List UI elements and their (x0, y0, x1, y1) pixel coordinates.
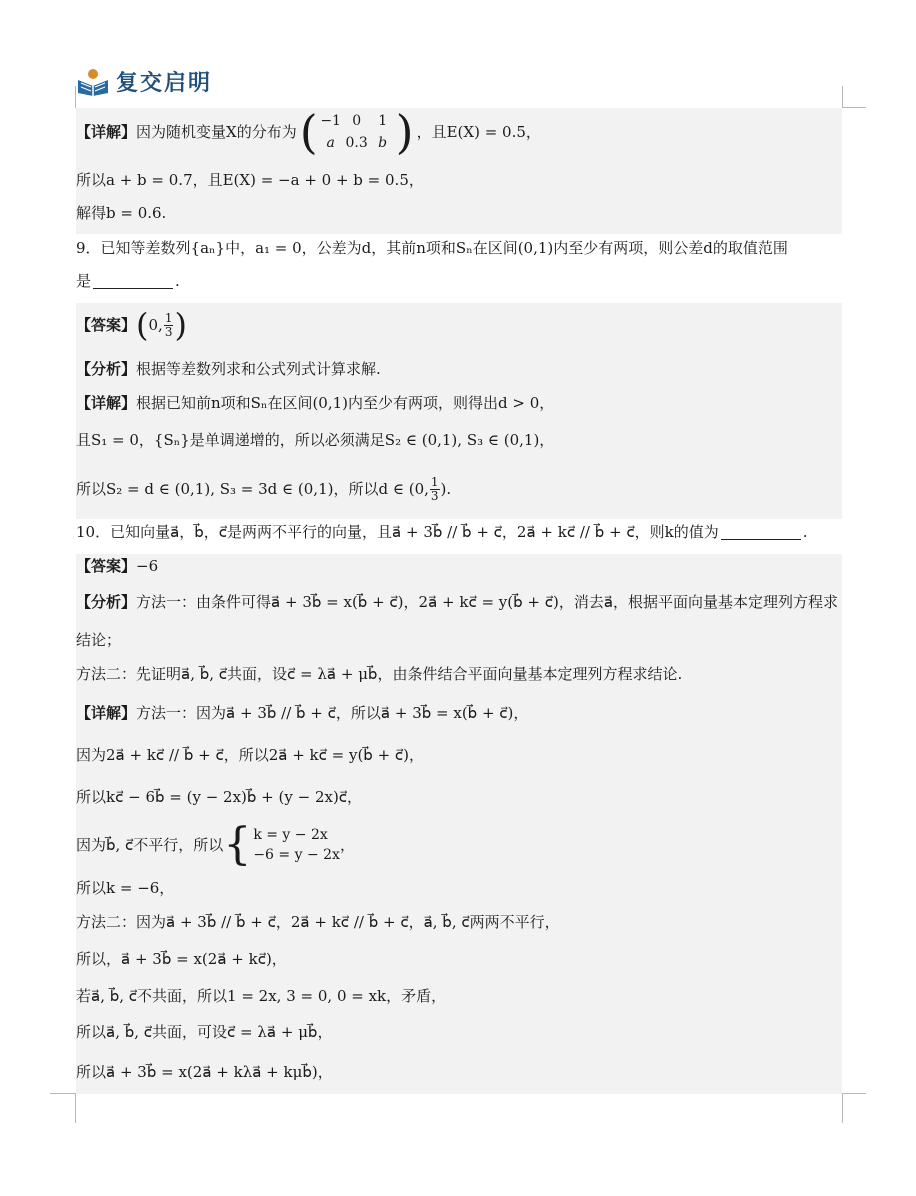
system-row: k = y − 2x (253, 827, 328, 843)
header-logo (76, 66, 212, 96)
q10-detail-line6: 方法二：因为a⃗ + 3b⃗ // b⃗ + c⃗，2a⃗ + kc⃗ // b⃗ + c⃗，a⃗, b⃗, c⃗两两不平行， (76, 913, 560, 931)
crop-mark (842, 1093, 866, 1094)
answer-label: 【答案】 (76, 316, 137, 334)
answer-blank (721, 525, 801, 540)
q10-detail-line7: 所以，a⃗ + 3b⃗ = x(2a⃗ + kc⃗)， (76, 950, 287, 968)
matrix-cell: a (326, 135, 335, 151)
q10-detail-line8: 若a⃗, b⃗, c⃗不共面，所以1 = 2x, 3 = 0, 0 = xk，矛盾， (76, 987, 447, 1005)
fraction-denominator: 3 (430, 488, 439, 503)
q8-detail-intro: 因为随机变量X的分布为 (136, 123, 297, 141)
crop-mark (50, 1093, 76, 1094)
crop-mark (842, 86, 843, 108)
analysis-label: 【分析】 (76, 593, 137, 611)
q10-detail-line2: 因为2a⃗ + kc⃗ // b⃗ + c⃗，所以2a⃗ + kc⃗ = y(b⃗ + c⃗)， (76, 746, 425, 764)
q9-stem-suffix: . (175, 272, 180, 290)
detail-text: 根据已知前n项和Sₙ在区间(0,1)内至少有两项，则得出d > 0， (136, 394, 555, 412)
crop-mark (842, 107, 866, 108)
q8-detail-line1 (76, 105, 842, 159)
distribution-matrix: ( −1 0 1 a 0.3 b ) (299, 105, 414, 159)
fraction-numerator: 1 (430, 474, 439, 489)
q10-analysis-line3: 方法二：先证明a⃗, b⃗, c⃗共面，设c⃗ = λa⃗ + μb⃗，由条件结合平面向量基本定理列方程求结论. (76, 665, 683, 683)
detail-label: 【详解】 (76, 394, 137, 412)
q10-analysis-line2: 结论； (76, 631, 122, 649)
matrix-cell: b (378, 135, 388, 151)
answer-blank (93, 274, 173, 289)
matrix-cell: 0 (352, 113, 362, 129)
q9-stem-prefix: 是 (76, 272, 92, 290)
analysis-label: 【分析】 (76, 360, 137, 378)
q10-stem (76, 522, 842, 542)
detail-line4-suffix: ， (339, 836, 355, 854)
crop-mark (75, 1093, 76, 1123)
q10-detail-line5: 所以k = −6， (76, 879, 175, 897)
detail-label: 【详解】 (76, 704, 137, 722)
detail-line3-prefix: 所以S₂ = d ∈ (0,1), S₃ = 3d ∈ (0,1)，所以d ∈ (0, (76, 480, 429, 498)
answer-fraction (164, 312, 174, 339)
q8-detail-line2: 所以a + b = 0.7，且E(X) = −a + 0 + b = 0.5， (76, 171, 424, 189)
system-row: −6 = y − 2x (253, 847, 340, 863)
q9-detail-line1 (76, 393, 842, 413)
q10-answer (76, 556, 842, 576)
fraction-denominator: 3 (164, 324, 173, 339)
matrix-cell: −1 (320, 113, 341, 129)
q8-detail-tail: ，且E(X) = 0.5， (416, 123, 541, 141)
q10-detail-line9: 所以a⃗, b⃗, c⃗共面，可设c⃗ = λa⃗ + μb⃗， (76, 1023, 333, 1041)
q10-stem-suffix: . (802, 523, 808, 541)
q9-stem-line1: 9．已知等差数列{aₙ}中，a₁ = 0，公差为d，其前n项和Sₙ在区间(0,1)内至少有两项，则公差d的取值范围 (76, 239, 788, 257)
detail-text: 方法一：因为a⃗ + 3b⃗ // b⃗ + c⃗，所以a⃗ + 3b⃗ = x(b⃗ + c⃗)， (136, 704, 529, 722)
analysis-text: 方法一：由条件可得a⃗ + 3b⃗ = x(b⃗ + c⃗)，2a⃗ + kc⃗ = y(b⃗ + c⃗)，消去a⃗，根据平面向量基本定理列方程求 (136, 593, 839, 611)
q9-stem-line2 (76, 271, 842, 291)
q10-analysis-line1 (76, 592, 842, 612)
answer-label: 【答案】 (76, 557, 137, 575)
q9-answer: 【答案】 ( 0, $\frac{1}{3}$ ) (76, 306, 187, 344)
q9-detail-line2: 且S₁ = 0，{Sₙ}是单调递增的，所以必须满足S₂ ∈ (0,1), S₃ ∈ (0,1)， (76, 431, 555, 449)
answer-open: ( (136, 306, 149, 344)
answer-value: −6 (136, 557, 159, 575)
crop-mark (842, 1093, 843, 1123)
matrix-cell: 0.3 (345, 135, 368, 151)
q9-analysis (76, 359, 842, 379)
answer-close: ) (174, 306, 187, 344)
analysis-text: 根据等差数列求和公式列式计算求解. (136, 360, 381, 378)
q10-stem-prefix: 10．已知向量a⃗，b⃗，c⃗是两两不平行的向量，且a⃗ + 3b⃗ // b⃗ + c⃗，2a⃗ + kc⃗ // b⃗ + c⃗，则k的值为 (76, 523, 719, 541)
book-reader-icon (76, 66, 110, 96)
q10-detail-line3: 所以kc⃗ − 6b⃗ = (y − 2x)b⃗ + (y − 2x)c⃗， (76, 788, 363, 806)
fraction-numerator: 1 (164, 310, 173, 325)
q10-detail-line10: 所以a⃗ + 3b⃗ = x(2a⃗ + kλa⃗ + kμb⃗)， (76, 1063, 333, 1081)
q10-detail-line4 (76, 819, 842, 870)
logo-text: 复交启明 (116, 70, 213, 96)
equation-system: { k = y − 2x −6 = y − 2x (223, 819, 340, 870)
detail-fraction (430, 476, 440, 503)
q10-detail-line1 (76, 703, 842, 723)
matrix-cell: 1 (378, 113, 388, 129)
q8-detail-line3: 解得b = 0.6. (76, 204, 167, 222)
q9-detail-line3 (76, 470, 842, 508)
detail-label: 【详解】 (76, 123, 137, 141)
detail-line3-suffix: ). (440, 480, 452, 498)
detail-line4-prefix: 因为b⃗, c⃗不平行，所以 (76, 836, 224, 854)
